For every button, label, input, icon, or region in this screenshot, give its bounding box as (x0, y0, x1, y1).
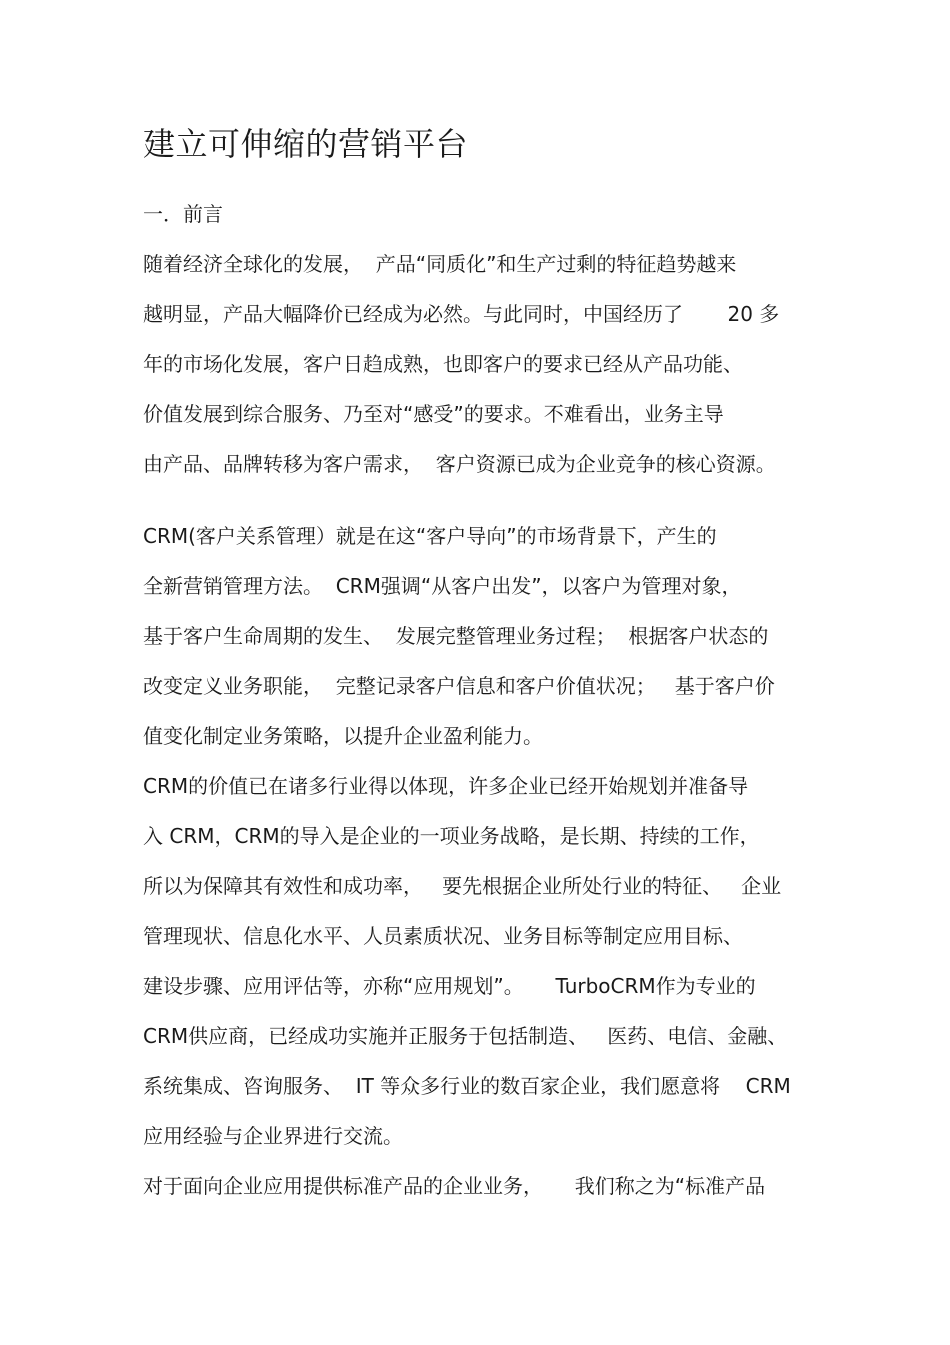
paragraph-line: 管理现状、信息化水平、人员素质状况、业务目标等制定应用目标、 (143, 924, 743, 948)
document-title: 建立可伸缩的营销平台 (143, 125, 469, 163)
paragraph-line: CRM供应商，已经成功实施并正服务于包括制造、 医药、电信、金融、 (143, 1024, 788, 1048)
paragraph-line: 由产品、品牌转移为客户需求， 客户资源已成为企业竞争的核心资源。 (143, 452, 776, 476)
paragraph-line: 系统集成、咨询服务、 IT 等众多行业的数百家企业，我们愿意将 CRM (143, 1074, 791, 1098)
paragraph-line: CRM的价值已在诸多行业得以体现，许多企业已经开始规划并准备导 (143, 774, 749, 798)
paragraph-line: 入 CRM，CRM的导入是企业的一项业务战略，是长期、持续的工作， (143, 824, 760, 848)
paragraph-line: 价值发展到综合服务、乃至对“感受”的要求。不难看出，业务主导 (143, 402, 724, 426)
paragraph-line: 建设步骤、应用评估等，亦称“应用规划”。 TurboCRM作为专业的 (143, 974, 756, 998)
paragraph-line: 年的市场化发展，客户日趋成熟，也即客户的要求已经从产品功能、 (143, 352, 743, 376)
paragraph-line: 对于面向企业应用提供标准产品的企业业务， 我们称之为“标准产品 (143, 1174, 766, 1198)
paragraph-line: 全新营销管理方法。 CRM强调“从客户出发”，以客户为管理对象， (143, 574, 742, 598)
paragraph-line: 值变化制定业务策略，以提升企业盈利能力。 (143, 724, 543, 748)
paragraph-line: 所以为保障其有效性和成功率， 要先根据企业所处行业的特征、 企业 (143, 874, 782, 898)
section-heading: 一．前言 (143, 202, 223, 226)
paragraph-line: 随着经济全球化的发展， 产品“同质化”和生产过剩的特征趋势越来 (143, 252, 737, 276)
paragraph-line: CRM(客户关系管理）就是在这“客户导向”的市场背景下，产生的 (143, 524, 717, 548)
paragraph-line: 应用经验与企业界进行交流。 (143, 1124, 403, 1148)
paragraph-line: 改变定义业务职能， 完整记录客户信息和客户价值状况； 基于客户价 (143, 674, 775, 698)
paragraph-line: 基于客户生命周期的发生、 发展完整管理业务过程； 根据客户状态的 (143, 624, 769, 648)
paragraph-line: 越明显，产品大幅降价已经成为必然。与此同时，中国经历了 20 多 (143, 302, 780, 326)
